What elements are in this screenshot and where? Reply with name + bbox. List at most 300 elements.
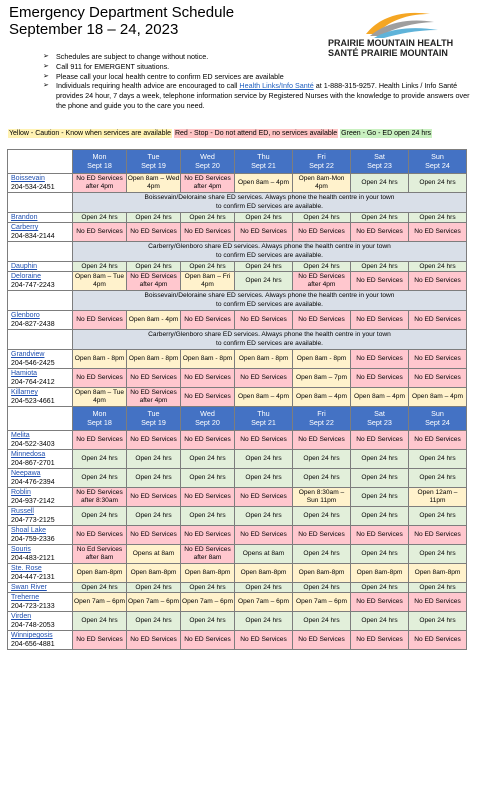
- site-name-link[interactable]: Hamiota: [11, 370, 38, 377]
- status-cell: Open 24 hrs: [127, 213, 181, 223]
- site-cell: [8, 388, 73, 407]
- status-cell: Open 24 hrs: [235, 612, 293, 631]
- note-spacer: [8, 330, 73, 350]
- status-cell: No ED Services: [181, 369, 235, 388]
- site-row: [8, 545, 467, 564]
- status-cell: No ED Services: [351, 350, 409, 369]
- status-cell: Open 24 hrs: [351, 469, 409, 488]
- day-name: Sun: [431, 408, 444, 418]
- status-cell: No ED Services: [351, 369, 409, 388]
- status-cell: No ED Services: [127, 488, 181, 507]
- site-cell: [8, 272, 73, 291]
- status-cell: Open 24 hrs: [351, 612, 409, 631]
- site-phone: 204-827-2438: [11, 321, 55, 328]
- notice-item: ➢ Please call your local health centre to confirm ED services are available: [43, 72, 471, 82]
- site-cell: [8, 583, 73, 593]
- day-name: Mon: [92, 151, 107, 161]
- status-cell: Open 7am – 6pm: [293, 593, 351, 612]
- day-name: Tue: [147, 151, 160, 161]
- status-cell: No ED Services: [235, 488, 293, 507]
- site-row: [8, 369, 467, 388]
- status-cell: No ED Services: [127, 631, 181, 650]
- site-name-link[interactable]: Russell: [11, 508, 34, 515]
- status-cell: Open 7am – 6pm: [73, 593, 127, 612]
- day-name: Wed: [200, 151, 215, 161]
- day-name: Thu: [257, 151, 270, 161]
- status-cell: Open 24 hrs: [73, 262, 127, 272]
- status-cell: Open 24 hrs: [181, 612, 235, 631]
- day-date: Sept 23: [367, 417, 392, 427]
- status-cell: No ED Services after 8:30am: [73, 488, 127, 507]
- schedule-body: [8, 150, 467, 650]
- status-cell: Open 24 hrs: [409, 450, 467, 469]
- site-name-link[interactable]: Ste. Rose: [11, 565, 42, 572]
- site-row: [8, 350, 467, 369]
- day-name: Sun: [431, 151, 444, 161]
- site-row: [8, 583, 467, 593]
- status-cell: Open 8am – Wed 4pm: [127, 174, 181, 193]
- status-cell: Open 7am – 6pm: [235, 593, 293, 612]
- site-name-link[interactable]: Souris: [11, 546, 31, 553]
- site-cell: [8, 564, 73, 583]
- status-cell: Open 8:30am – Sun 11pm: [293, 488, 351, 507]
- status-cell: Open 24 hrs: [127, 583, 181, 593]
- status-cell: Open 24 hrs: [351, 488, 409, 507]
- status-cell: No ED Services after 4pm: [293, 272, 351, 291]
- status-cell: No ED Services: [181, 631, 235, 650]
- day-date: Sept 24: [425, 417, 450, 427]
- status-cell: No ED Services: [235, 369, 293, 388]
- status-cell: Open 24 hrs: [235, 469, 293, 488]
- status-cell: No ED Services: [73, 369, 127, 388]
- site-row: [8, 631, 467, 650]
- status-cell: Open 8am - 8pm: [127, 350, 181, 369]
- site-cell: [8, 593, 73, 612]
- day-date: Sept 22: [309, 160, 334, 170]
- site-phone: 204-723-2133: [11, 603, 55, 610]
- site-name-link[interactable]: Virden: [11, 613, 32, 620]
- notice-text: Individuals requiring health advice are encouraged to call: [56, 81, 240, 91]
- status-cell: No ED Services: [409, 526, 467, 545]
- status-cell: Open 24 hrs: [409, 469, 467, 488]
- day-header: [73, 407, 127, 431]
- note-line-2: to confirm ED services are available.: [215, 251, 323, 259]
- status-cell: Open 7am – 6pm: [127, 593, 181, 612]
- site-cell: [8, 631, 73, 650]
- status-cell: No ED Services after 4pm: [127, 388, 181, 407]
- status-cell: Open 24 hrs: [293, 583, 351, 593]
- day-header: [127, 150, 181, 174]
- status-cell: No ED Services: [409, 369, 467, 388]
- site-phone: 204-748-2053: [11, 622, 55, 629]
- status-cell: No ED Services: [409, 311, 467, 330]
- status-cell: Open 24 hrs: [127, 612, 181, 631]
- site-name-link[interactable]: Deloraine: [11, 273, 41, 280]
- status-cell: No ED Services: [351, 311, 409, 330]
- status-cell: Open 24 hrs: [73, 450, 127, 469]
- shared-services-note-row: [8, 291, 467, 311]
- status-cell: Open 24 hrs: [127, 262, 181, 272]
- site-row: [8, 564, 467, 583]
- site-cell: [8, 545, 73, 564]
- notice-item: ➢ Call 911 for EMERGENT situations.: [43, 62, 471, 72]
- day-name: Fri: [317, 408, 326, 418]
- status-cell: No ED Services: [127, 431, 181, 450]
- status-cell: No ED Services: [409, 593, 467, 612]
- status-cell: Open 24 hrs: [127, 507, 181, 526]
- status-cell: No Ed Services after 8am: [73, 545, 127, 564]
- status-cell: Open 8am – 7pm: [293, 369, 351, 388]
- site-name-link[interactable]: Grandview: [11, 351, 45, 358]
- site-row: [8, 223, 467, 242]
- notice-text: at 1-888-315-9257. Health Links / Info Santé provides 24 hour, 7 days a week, telephone information service by Registered Nurses with the knowledge to provide answers over the phone and guide you to the care you need.: [56, 81, 470, 110]
- status-cell: No ED Services after 8am: [181, 545, 235, 564]
- day-name: Sat: [374, 151, 385, 161]
- day-date: Sept 20: [195, 160, 220, 170]
- status-cell: No ED Services after 4pm: [127, 272, 181, 291]
- status-cell: Open 8am – 4pm: [351, 388, 409, 407]
- site-cell: [8, 450, 73, 469]
- site-name-link[interactable]: Treherne: [11, 594, 40, 601]
- status-cell: No ED Services: [351, 272, 409, 291]
- status-cell: Open 24 hrs: [351, 507, 409, 526]
- status-cell: No ED Services: [293, 431, 351, 450]
- note-spacer: [8, 193, 73, 213]
- site-row: [8, 272, 467, 291]
- status-cell: Open 8am - 8pm: [293, 350, 351, 369]
- status-cell: No ED Services: [293, 526, 351, 545]
- shared-services-note-row: [8, 242, 467, 262]
- day-date: Sept 23: [367, 160, 392, 170]
- day-header: [409, 150, 467, 174]
- status-cell: Open 24 hrs: [73, 507, 127, 526]
- status-cell: No ED Services: [351, 431, 409, 450]
- status-cell: Open 24 hrs: [73, 583, 127, 593]
- site-row: [8, 469, 467, 488]
- legend-red: Red - Stop - Do not attend ED, no services available: [174, 130, 338, 137]
- site-row: [8, 311, 467, 330]
- day-header: [181, 150, 235, 174]
- status-cell: Open 8am-8pm: [127, 564, 181, 583]
- status-cell: Open 8am - 8pm: [181, 350, 235, 369]
- site-row: [8, 174, 467, 193]
- title-line-2: September 18 – 24, 2023: [9, 21, 179, 38]
- site-row: [8, 612, 467, 631]
- status-cell: No ED Services: [409, 631, 467, 650]
- health-links-link[interactable]: Health Links/Info Santé: [239, 81, 314, 91]
- day-header: [73, 150, 127, 174]
- status-cell: No ED Services: [293, 631, 351, 650]
- day-date: Sept 20: [195, 417, 220, 427]
- status-cell: No ED Services: [235, 526, 293, 545]
- shared-services-note-row: [8, 330, 467, 350]
- shared-services-note: [73, 193, 467, 213]
- day-header: [351, 407, 409, 431]
- note-line-2: to confirm ED services are available.: [215, 202, 323, 210]
- note-spacer: [8, 291, 73, 311]
- logo-swoosh-icon: [318, 8, 474, 40]
- site-cell: [8, 311, 73, 330]
- day-name: Tue: [147, 408, 160, 418]
- header-corner: [8, 150, 73, 174]
- site-phone: 204-937-2142: [11, 498, 55, 505]
- day-date: Sept 21: [251, 417, 276, 427]
- status-cell: No ED Services: [235, 631, 293, 650]
- status-cell: Open 12am – 11pm: [409, 488, 467, 507]
- status-cell: Open 8am-8pm: [235, 564, 293, 583]
- title-line-1: Emergency Department Schedule: [9, 4, 235, 21]
- status-cell: No ED Services: [235, 431, 293, 450]
- note-line-1: Carberry/Glenboro share ED services. Always phone the health centre in your town: [148, 243, 391, 251]
- day-header-row: [8, 150, 467, 174]
- site-phone: 204-867-2701: [11, 460, 55, 467]
- status-cell: No ED Services: [293, 311, 351, 330]
- site-name-link[interactable]: Boissevain: [11, 175, 45, 182]
- day-header: [235, 150, 293, 174]
- note-line-2: to confirm ED services are available.: [215, 300, 323, 308]
- status-cell: No ED Services: [181, 311, 235, 330]
- status-cell: Open 8am – Tue 4pm: [73, 272, 127, 291]
- status-cell: No ED Services: [351, 631, 409, 650]
- day-header: [181, 407, 235, 431]
- status-cell: No ED Services: [127, 526, 181, 545]
- site-phone: 204-546-2425: [11, 360, 55, 367]
- status-cell: Open 24 hrs: [73, 612, 127, 631]
- status-cell: No ED Services: [235, 311, 293, 330]
- status-cell: Open 8am – 4pm: [409, 388, 467, 407]
- logo-line-2: SANTÉ PRAIRIE MOUNTAIN: [328, 48, 448, 58]
- status-cell: Open 24 hrs: [293, 469, 351, 488]
- site-cell: [8, 469, 73, 488]
- status-cell: Open 24 hrs: [181, 469, 235, 488]
- site-name-link[interactable]: Shoal Lake: [11, 527, 47, 534]
- day-header: [235, 407, 293, 431]
- site-cell: [8, 431, 73, 450]
- day-header: [409, 407, 467, 431]
- status-cell: No ED Services: [409, 272, 467, 291]
- day-name: Fri: [317, 151, 326, 161]
- status-cell: No ED Services: [73, 526, 127, 545]
- site-phone: 204-764-2412: [11, 379, 55, 386]
- status-cell: Open 24 hrs: [181, 507, 235, 526]
- site-name-link[interactable]: Glenboro: [11, 312, 40, 319]
- note-line-1: Carberry/Glenboro share ED services. Always phone the health centre in your town: [148, 331, 391, 339]
- status-cell: No ED Services: [293, 223, 351, 242]
- status-cell: Open 24 hrs: [409, 213, 467, 223]
- status-cell: No ED Services: [73, 431, 127, 450]
- site-cell: [8, 262, 73, 272]
- status-cell: Open 24 hrs: [181, 450, 235, 469]
- site-phone: 204-834-2144: [11, 233, 55, 240]
- legend-green: Green - Go - ED open 24 hrs: [341, 130, 432, 137]
- status-cell: No ED Services: [409, 350, 467, 369]
- site-name-link[interactable]: Winnipegosis: [11, 632, 53, 639]
- site-row: [8, 213, 467, 223]
- site-row: [8, 507, 467, 526]
- status-cell: Open 24 hrs: [181, 262, 235, 272]
- day-name: Wed: [200, 408, 215, 418]
- status-cell: Open 24 hrs: [127, 469, 181, 488]
- site-cell: [8, 350, 73, 369]
- status-cell: Opens at 8am: [235, 545, 293, 564]
- status-cell: Open 24 hrs: [293, 450, 351, 469]
- status-cell: Open 24 hrs: [293, 262, 351, 272]
- status-cell: Open 24 hrs: [409, 612, 467, 631]
- status-cell: Open 24 hrs: [409, 262, 467, 272]
- site-cell: [8, 174, 73, 193]
- status-cell: No ED Services: [351, 223, 409, 242]
- site-phone: 204-656-4881: [11, 641, 55, 648]
- note-line-1: Boissevain/Deloraine share ED services. Always phone the health centre in your town: [144, 194, 395, 202]
- site-cell: [8, 507, 73, 526]
- status-cell: Open 24 hrs: [235, 213, 293, 223]
- status-cell: Open 24 hrs: [73, 469, 127, 488]
- site-phone: 204-522-3403: [11, 441, 55, 448]
- status-cell: Open 8am – 4pm: [235, 174, 293, 193]
- status-cell: Open 24 hrs: [293, 213, 351, 223]
- day-date: Sept 19: [141, 160, 166, 170]
- site-name-link[interactable]: Brandon: [11, 214, 38, 221]
- status-cell: Open 7am – 6pm: [181, 593, 235, 612]
- site-phone: 204-483-2121: [11, 555, 55, 562]
- status-cell: Open 24 hrs: [235, 583, 293, 593]
- site-name-link[interactable]: Dauphin: [11, 263, 38, 270]
- status-cell: Open 24 hrs: [409, 507, 467, 526]
- status-cell: No ED Services: [73, 631, 127, 650]
- status-cell: Open 8am-Mon 4pm: [293, 174, 351, 193]
- status-cell: No ED Services: [181, 388, 235, 407]
- site-phone: 204-476-2394: [11, 479, 55, 486]
- status-cell: No ED Services: [73, 311, 127, 330]
- logo-line-1: PRAIRIE MOUNTAIN HEALTH: [328, 38, 454, 48]
- status-cell: Open 8am – Tue 4pm: [73, 388, 127, 407]
- status-cell: No ED Services: [127, 369, 181, 388]
- status-cell: Open 24 hrs: [351, 262, 409, 272]
- note-line-2: to confirm ED services are available.: [215, 339, 323, 347]
- status-cell: Open 8am - 8pm: [73, 350, 127, 369]
- status-cell: No ED Services: [409, 431, 467, 450]
- status-cell: Open 24 hrs: [351, 213, 409, 223]
- site-row: [8, 388, 467, 407]
- status-cell: No ED Services: [181, 526, 235, 545]
- status-cell: No ED Services: [127, 223, 181, 242]
- site-name-link[interactable]: Carberry: [11, 224, 39, 231]
- status-cell: No ED Services: [73, 223, 127, 242]
- status-cell: Open 24 hrs: [235, 262, 293, 272]
- day-date: Sept 21: [251, 160, 276, 170]
- status-cell: Opens at 8am: [127, 545, 181, 564]
- legend-yellow: Yellow - Caution - Know when services are available: [9, 130, 171, 137]
- status-cell: No ED Services: [181, 488, 235, 507]
- status-cell: Open 8am-8pm: [409, 564, 467, 583]
- day-date: Sept 18: [87, 417, 112, 427]
- site-cell: [8, 213, 73, 223]
- status-cell: No ED Services: [181, 223, 235, 242]
- site-cell: [8, 526, 73, 545]
- site-phone: 204-747-2243: [11, 282, 55, 289]
- status-cell: No ED Services after 4pm: [73, 174, 127, 193]
- site-row: [8, 488, 467, 507]
- status-cell: Open 8am-8pm: [351, 564, 409, 583]
- status-cell: Open 24 hrs: [235, 450, 293, 469]
- day-header: [127, 407, 181, 431]
- status-cell: Open 24 hrs: [235, 507, 293, 526]
- shared-services-note: [73, 330, 467, 350]
- status-cell: Open 24 hrs: [73, 213, 127, 223]
- status-cell: Open 24 hrs: [409, 545, 467, 564]
- site-cell: [8, 223, 73, 242]
- status-cell: Open 8am-8pm: [293, 564, 351, 583]
- day-date: Sept 18: [87, 160, 112, 170]
- site-cell: [8, 612, 73, 631]
- site-name-link[interactable]: Neepawa: [11, 470, 41, 477]
- site-phone: 204-759-2336: [11, 536, 55, 543]
- status-cell: Open 8am - 4pm: [127, 311, 181, 330]
- day-date: Sept 19: [141, 417, 166, 427]
- day-header: [293, 407, 351, 431]
- status-cell: Open 24 hrs: [351, 450, 409, 469]
- site-name-link[interactable]: Melita: [11, 432, 30, 439]
- site-name-link[interactable]: Swan River: [11, 584, 47, 591]
- site-name-link[interactable]: Killarney: [11, 389, 38, 396]
- site-row: [8, 526, 467, 545]
- status-cell: Open 8am – Fri 4pm: [181, 272, 235, 291]
- status-cell: Open 8am - 8pm: [235, 350, 293, 369]
- ed-schedule-table: [7, 149, 467, 650]
- site-row: [8, 262, 467, 272]
- status-cell: No ED Services after 4pm: [181, 174, 235, 193]
- site-row: [8, 431, 467, 450]
- color-legend: [8, 128, 432, 139]
- site-name-link[interactable]: Roblin: [11, 489, 31, 496]
- site-name-link[interactable]: Minnedosa: [11, 451, 46, 458]
- header-corner: [8, 407, 73, 431]
- status-cell: Open 8am – 4pm: [235, 388, 293, 407]
- status-cell: No ED Services: [351, 593, 409, 612]
- note-spacer: [8, 242, 73, 262]
- day-name: Sat: [374, 408, 385, 418]
- status-cell: No ED Services: [181, 431, 235, 450]
- site-row: [8, 593, 467, 612]
- note-line-1: Boissevain/Deloraine share ED services. Always phone the health centre in your town: [144, 292, 395, 300]
- status-cell: Open 8am-8pm: [181, 564, 235, 583]
- day-name: Mon: [92, 408, 107, 418]
- status-cell: Open 24 hrs: [293, 545, 351, 564]
- day-date: Sept 22: [309, 417, 334, 427]
- status-cell: Open 8am – 4pm: [293, 388, 351, 407]
- site-cell: [8, 488, 73, 507]
- day-header: [351, 150, 409, 174]
- shared-services-note-row: [8, 193, 467, 213]
- status-cell: Open 24 hrs: [293, 507, 351, 526]
- status-cell: No ED Services: [351, 526, 409, 545]
- status-cell: Open 24 hrs: [181, 213, 235, 223]
- shared-services-note: [73, 242, 467, 262]
- site-phone: 204-447-2131: [11, 574, 55, 581]
- status-cell: Open 24 hrs: [351, 583, 409, 593]
- status-cell: Open 24 hrs: [127, 450, 181, 469]
- site-row: [8, 450, 467, 469]
- site-phone: 204-773-2125: [11, 517, 55, 524]
- status-cell: Open 24 hrs: [351, 545, 409, 564]
- status-cell: No ED Services: [235, 223, 293, 242]
- status-cell: Open 24 hrs: [409, 174, 467, 193]
- day-name: Thu: [257, 408, 270, 418]
- day-date: Sept 24: [425, 160, 450, 170]
- day-header: [293, 150, 351, 174]
- page-title: [9, 4, 234, 38]
- site-phone: 204-534-2451: [11, 184, 55, 191]
